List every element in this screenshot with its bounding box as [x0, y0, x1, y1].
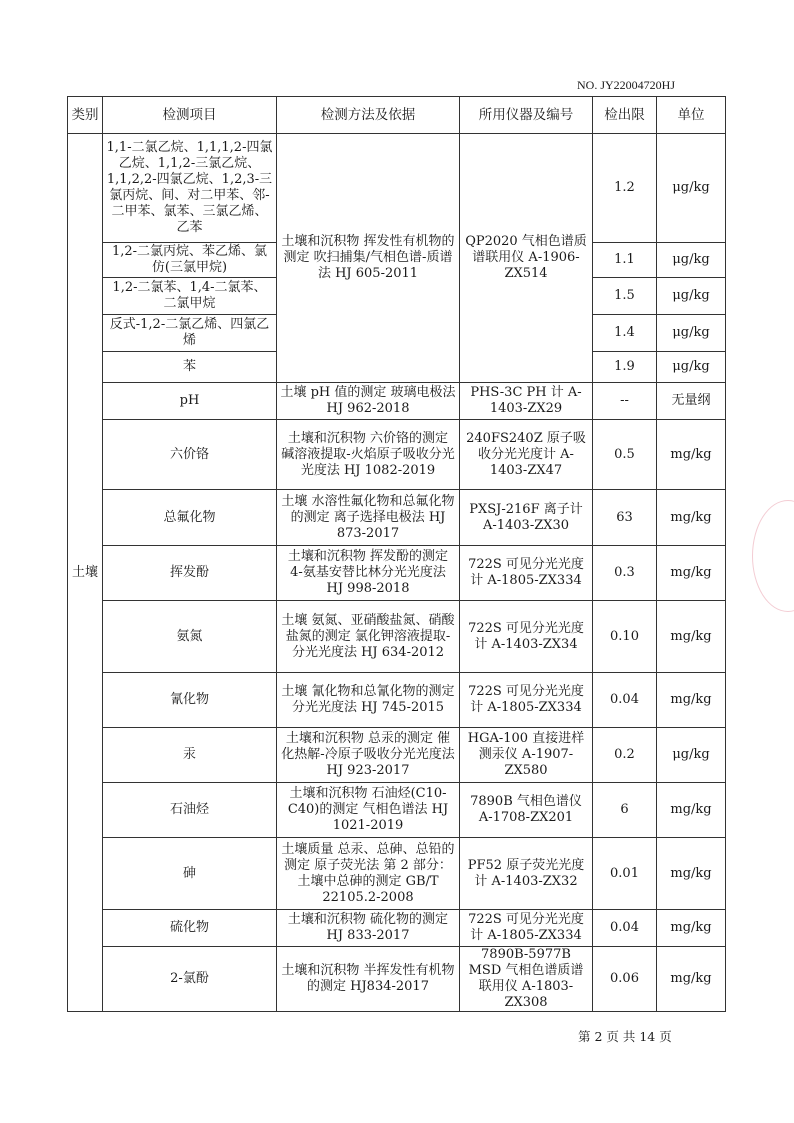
method-cell: 土壤和沉积物 六价铬的测定 碱溶液提取-火焰原子吸收分光光度法 HJ 1082-2019: [277, 420, 460, 490]
instrument-cell: HGA-100 直接进样测汞仪 A-1907-ZX580: [460, 728, 593, 783]
instrument-cell: 7890B-5977B MSD 气相色谱质谱联用仪 A-1803-ZX308: [460, 947, 593, 1012]
method-cell: 土壤和沉积物 石油烃(C10-C40)的测定 气相色谱法 HJ 1021-2019: [277, 783, 460, 838]
item-cell: 汞: [103, 728, 277, 783]
limit-cell: 0.04: [593, 673, 657, 728]
item-cell: 1,2-二氯丙烷、苯乙烯、氯仿(三氯甲烷): [103, 243, 277, 278]
method-cell: 土壤 氰化物和总氰化物的测定 分光光度法 HJ 745-2015: [277, 673, 460, 728]
unit-cell: mg/kg: [657, 838, 726, 910]
unit-cell: μg/kg: [657, 134, 726, 243]
item-cell: 石油烃: [103, 783, 277, 838]
instrument-cell: PF52 原子荧光光度计 A-1403-ZX32: [460, 838, 593, 910]
limit-cell: --: [593, 383, 657, 420]
method-cell: 土壤和沉积物 挥发酚的测定 4-氨基安替比林分光光度法 HJ 998-2018: [277, 546, 460, 601]
item-cell: 氰化物: [103, 673, 277, 728]
limit-cell: 0.10: [593, 601, 657, 673]
unit-cell: mg/kg: [657, 783, 726, 838]
method-cell: 土壤和沉积物 硫化物的测定 HJ 833-2017: [277, 910, 460, 947]
header-unit: 单位: [657, 97, 726, 134]
instrument-cell: 722S 可见分光光度计 A-1805-ZX334: [460, 910, 593, 947]
table-row: [68, 947, 726, 1012]
unit-cell: mg/kg: [657, 601, 726, 673]
unit-cell: mg/kg: [657, 420, 726, 490]
item-cell: 2-氯酚: [103, 947, 277, 1012]
table-row: [68, 601, 726, 673]
instrument-cell: 7890B 气相色谱仪 A-1708-ZX201: [460, 783, 593, 838]
table-row: [68, 134, 726, 243]
method-cell: 土壤 水溶性氟化物和总氟化物的测定 离子选择电极法 HJ 873-2017: [277, 490, 460, 546]
seal-stamp: [752, 500, 794, 612]
item-cell: 硫化物: [103, 910, 277, 947]
instrument-cell: PXSJ-216F 离子计 A-1403-ZX30: [460, 490, 593, 546]
item-cell: 六价铬: [103, 420, 277, 490]
method-cell: 土壤 pH 值的测定 玻璃电极法 HJ 962-2018: [277, 383, 460, 420]
unit-cell: μg/kg: [657, 352, 726, 383]
item-cell: 1,1-二氯乙烷、1,1,1,2-四氯乙烷、1,1,2-三氯乙烷、1,1,2,2-四氯乙烷、1,2,3-三氯丙烷、间、对二甲苯、邻-二甲苯、氯苯、三氯乙烯、乙苯: [103, 134, 277, 243]
table-row: [68, 546, 726, 601]
table-row: [68, 838, 726, 910]
unit-cell: μg/kg: [657, 315, 726, 352]
table-row: [68, 673, 726, 728]
item-cell: 反式-1,2-二氯乙烯、四氯乙烯: [103, 315, 277, 352]
unit-cell: μg/kg: [657, 278, 726, 315]
table-row: [68, 728, 726, 783]
item-cell: 挥发酚: [103, 546, 277, 601]
unit-cell: μg/kg: [657, 728, 726, 783]
unit-cell: 无量纲: [657, 383, 726, 420]
limit-cell: 0.01: [593, 838, 657, 910]
method-cell: 土壤和沉积物 半挥发性有机物的测定 HJ834-2017: [277, 947, 460, 1012]
table-row: [68, 383, 726, 420]
instrument-cell: 240FS240Z 原子吸收分光光度计 A-1403-ZX47: [460, 420, 593, 490]
instrument-cell: 722S 可见分光光度计 A-1403-ZX34: [460, 601, 593, 673]
unit-cell: mg/kg: [657, 490, 726, 546]
limit-cell: 0.04: [593, 910, 657, 947]
item-cell: pH: [103, 383, 277, 420]
limit-cell: 1.1: [593, 243, 657, 278]
method-cell: 土壤 氨氮、亚硝酸盐氮、硝酸盐氮的测定 氯化钾溶液提取-分光光度法 HJ 634-2012: [277, 601, 460, 673]
limit-cell: 6: [593, 783, 657, 838]
limit-cell: 1.2: [593, 134, 657, 243]
limit-cell: 0.06: [593, 947, 657, 1012]
header-item: 检测项目: [103, 97, 277, 134]
unit-cell: mg/kg: [657, 910, 726, 947]
method-cell: 土壤质量 总汞、总砷、总铅的测定 原子荧光法 第 2 部分：土壤中总砷的测定 GB/T 22105.2-2008: [277, 838, 460, 910]
table-row: [68, 490, 726, 546]
instrument-cell: PHS-3C PH 计 A-1403-ZX29: [460, 383, 593, 420]
item-cell: 砷: [103, 838, 277, 910]
unit-cell: mg/kg: [657, 947, 726, 1012]
unit-cell: μg/kg: [657, 243, 726, 278]
limit-cell: 1.9: [593, 352, 657, 383]
report-number: NO. JY22004720HJ: [577, 78, 676, 92]
limit-cell: 0.3: [593, 546, 657, 601]
item-cell: 苯: [103, 352, 277, 383]
item-cell: 总氟化物: [103, 490, 277, 546]
test-items-table: [67, 96, 726, 1012]
method-cell: 土壤和沉积物 挥发性有机物的测定 吹扫捕集/气相色谱-质谱法 HJ 605-2011: [277, 134, 460, 383]
table-row: [68, 783, 726, 838]
header-method: 检测方法及依据: [277, 97, 460, 134]
item-cell: 氨氮: [103, 601, 277, 673]
limit-cell: 1.5: [593, 278, 657, 315]
header-limit: 检出限: [593, 97, 657, 134]
table-header-row: [68, 97, 726, 134]
unit-cell: mg/kg: [657, 546, 726, 601]
unit-cell: mg/kg: [657, 673, 726, 728]
method-cell: 土壤和沉积物 总汞的测定 催化热解-冷原子吸收分光光度法 HJ 923-2017: [277, 728, 460, 783]
limit-cell: 0.5: [593, 420, 657, 490]
instrument-cell: QP2020 气相色谱质谱联用仪 A-1906-ZX514: [460, 134, 593, 383]
header-instrument: 所用仪器及编号: [460, 97, 593, 134]
instrument-cell: 722S 可见分光光度计 A-1805-ZX334: [460, 546, 593, 601]
category-cell: 土壤: [68, 134, 103, 1012]
limit-cell: 1.4: [593, 315, 657, 352]
item-cell: 1,2-二氯苯、1,4-二氯苯、二氯甲烷: [103, 278, 277, 315]
table-row: [68, 910, 726, 947]
limit-cell: 0.2: [593, 728, 657, 783]
instrument-cell: 722S 可见分光光度计 A-1805-ZX334: [460, 673, 593, 728]
header-category: 类别: [68, 97, 103, 134]
page-footer: 第 2 页 共 14 页: [578, 1029, 672, 1044]
limit-cell: 63: [593, 490, 657, 546]
table-row: [68, 420, 726, 490]
